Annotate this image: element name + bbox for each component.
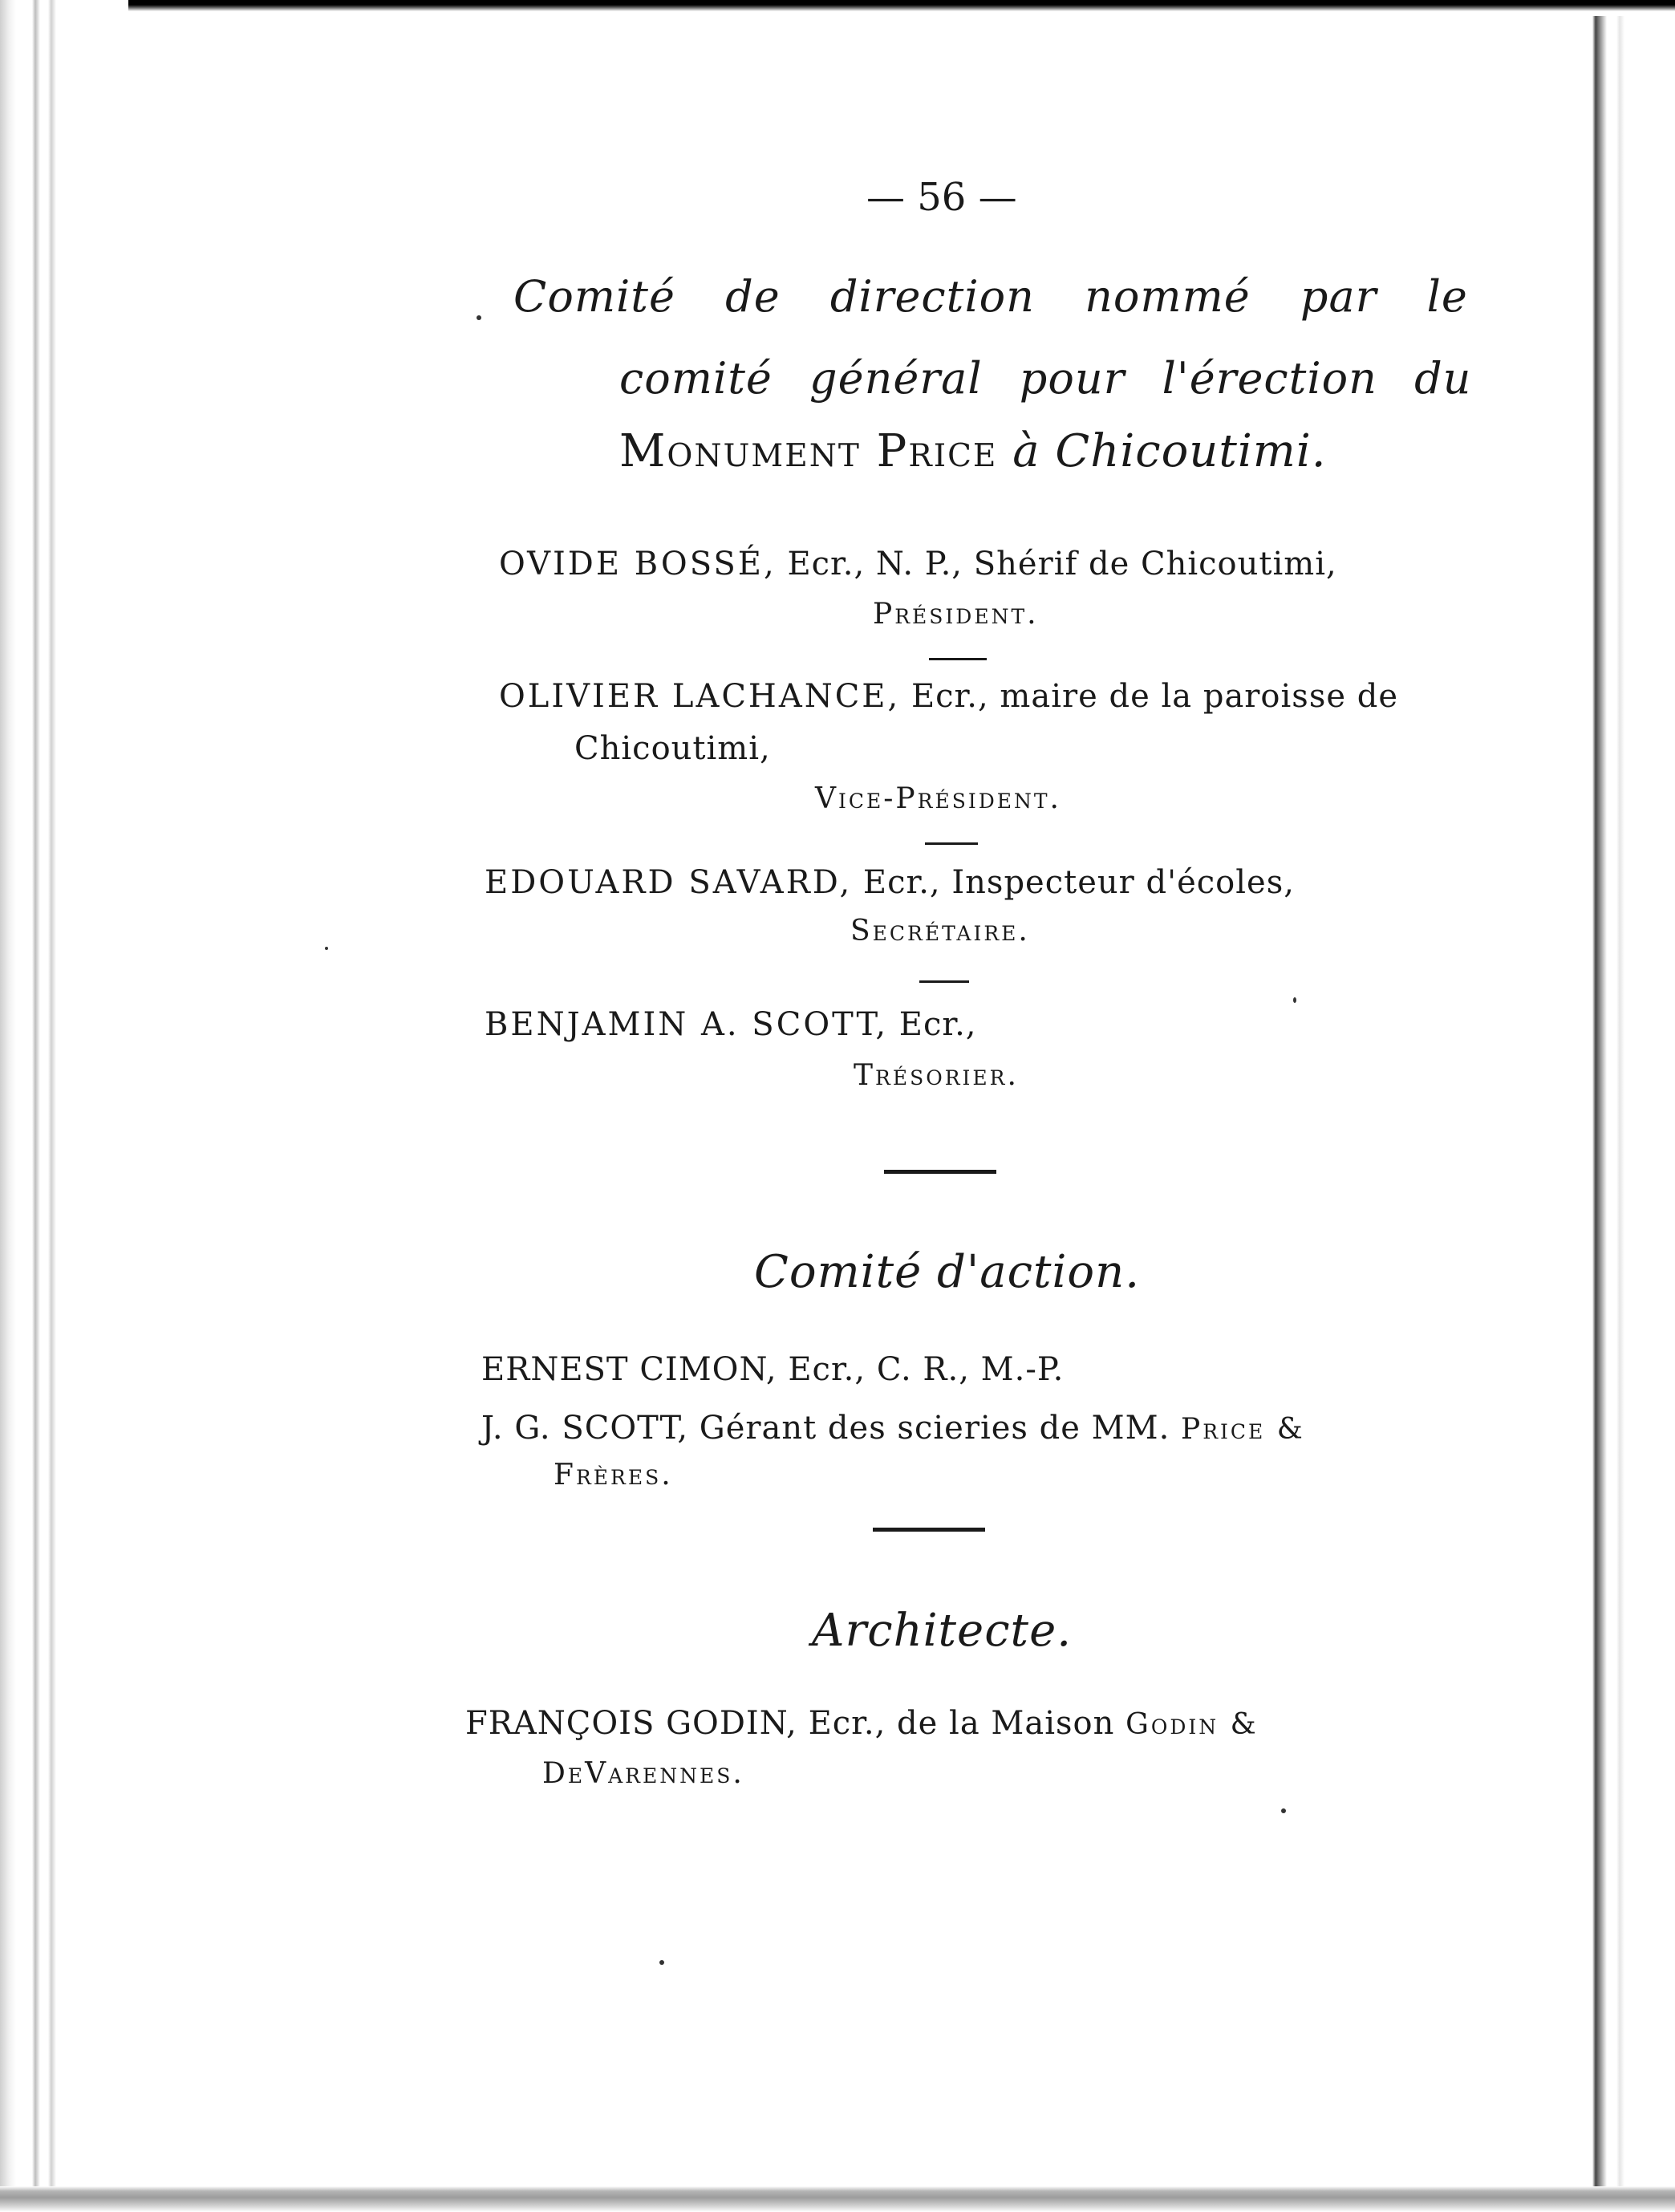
section3-heading: Architecte.	[812, 1605, 1073, 1657]
action-member-text: J. G. SCOTT, Gérant des scieries de MM.	[481, 1410, 1170, 1447]
member-entry-treasurer	[485, 1006, 977, 1043]
section1-heading-line3	[619, 425, 1327, 477]
firm-name-caps: Godin &	[1125, 1708, 1259, 1741]
ink-speck	[477, 315, 481, 320]
section-divider	[873, 1528, 985, 1532]
member-detail: Ecr.,	[898, 1006, 977, 1043]
member-name: EDOUARD SAVARD,	[485, 864, 853, 901]
ink-speck	[325, 947, 328, 950]
company-name-caps: Price &	[1181, 1413, 1305, 1446]
member-detail-continued: Chicoutimi,	[574, 730, 771, 767]
member-detail: Ecr., maire de la paroisse de	[911, 678, 1399, 715]
ink-speck	[1281, 1808, 1286, 1813]
separator-rule	[925, 842, 978, 845]
architect-text: FRANÇOIS GODIN, Ecr., de la Maison	[465, 1705, 1115, 1742]
member-detail: Ecr., Inspecteur d'écoles,	[862, 864, 1295, 901]
ink-speck	[1293, 997, 1296, 1003]
section1-heading-line1: Comité de direction nommé par le	[513, 271, 1468, 322]
action-member-line	[481, 1410, 1305, 1447]
page-bottom-edge	[0, 2186, 1675, 2212]
section2-heading: Comité d'action.	[754, 1246, 1141, 1298]
page-number: — 56 —	[866, 175, 1017, 220]
section1-heading-line2: comité général pour l'érection du	[619, 353, 1472, 404]
member-name: BENJAMIN A. SCOTT,	[485, 1006, 889, 1043]
separator-rule	[929, 658, 987, 660]
member-role: Président.	[873, 598, 1039, 631]
member-role: Vice-Président.	[815, 782, 1061, 815]
member-detail: Ecr., N. P., Shérif de Chicoutimi,	[787, 546, 1337, 582]
member-name: OLIVIER LACHANCE,	[499, 678, 901, 715]
page-top-edge	[128, 0, 1675, 11]
section-divider	[884, 1170, 996, 1174]
separator-rule	[919, 980, 969, 983]
action-member-line: ERNEST CIMON, Ecr., C. R., M.-P.	[481, 1351, 1065, 1388]
page-right-edge	[1592, 16, 1675, 2212]
member-entry-vice-president	[499, 678, 1398, 715]
company-name-caps: Frères.	[554, 1459, 673, 1492]
member-name: OVIDE BOSSÉ,	[499, 546, 777, 582]
member-role: Trésorier.	[854, 1059, 1019, 1092]
member-role: Secrétaire.	[850, 915, 1030, 948]
member-entry-secretary	[485, 864, 1295, 901]
member-entry-president	[499, 546, 1337, 582]
architect-line	[465, 1705, 1259, 1742]
firm-name-caps: DeVarennes.	[542, 1757, 744, 1790]
monument-price-caps: Monument Price	[619, 425, 998, 477]
page-left-edge	[0, 0, 56, 2212]
heading-line3-rest: à Chicoutimi.	[1012, 425, 1327, 477]
ink-speck	[659, 1960, 664, 1965]
